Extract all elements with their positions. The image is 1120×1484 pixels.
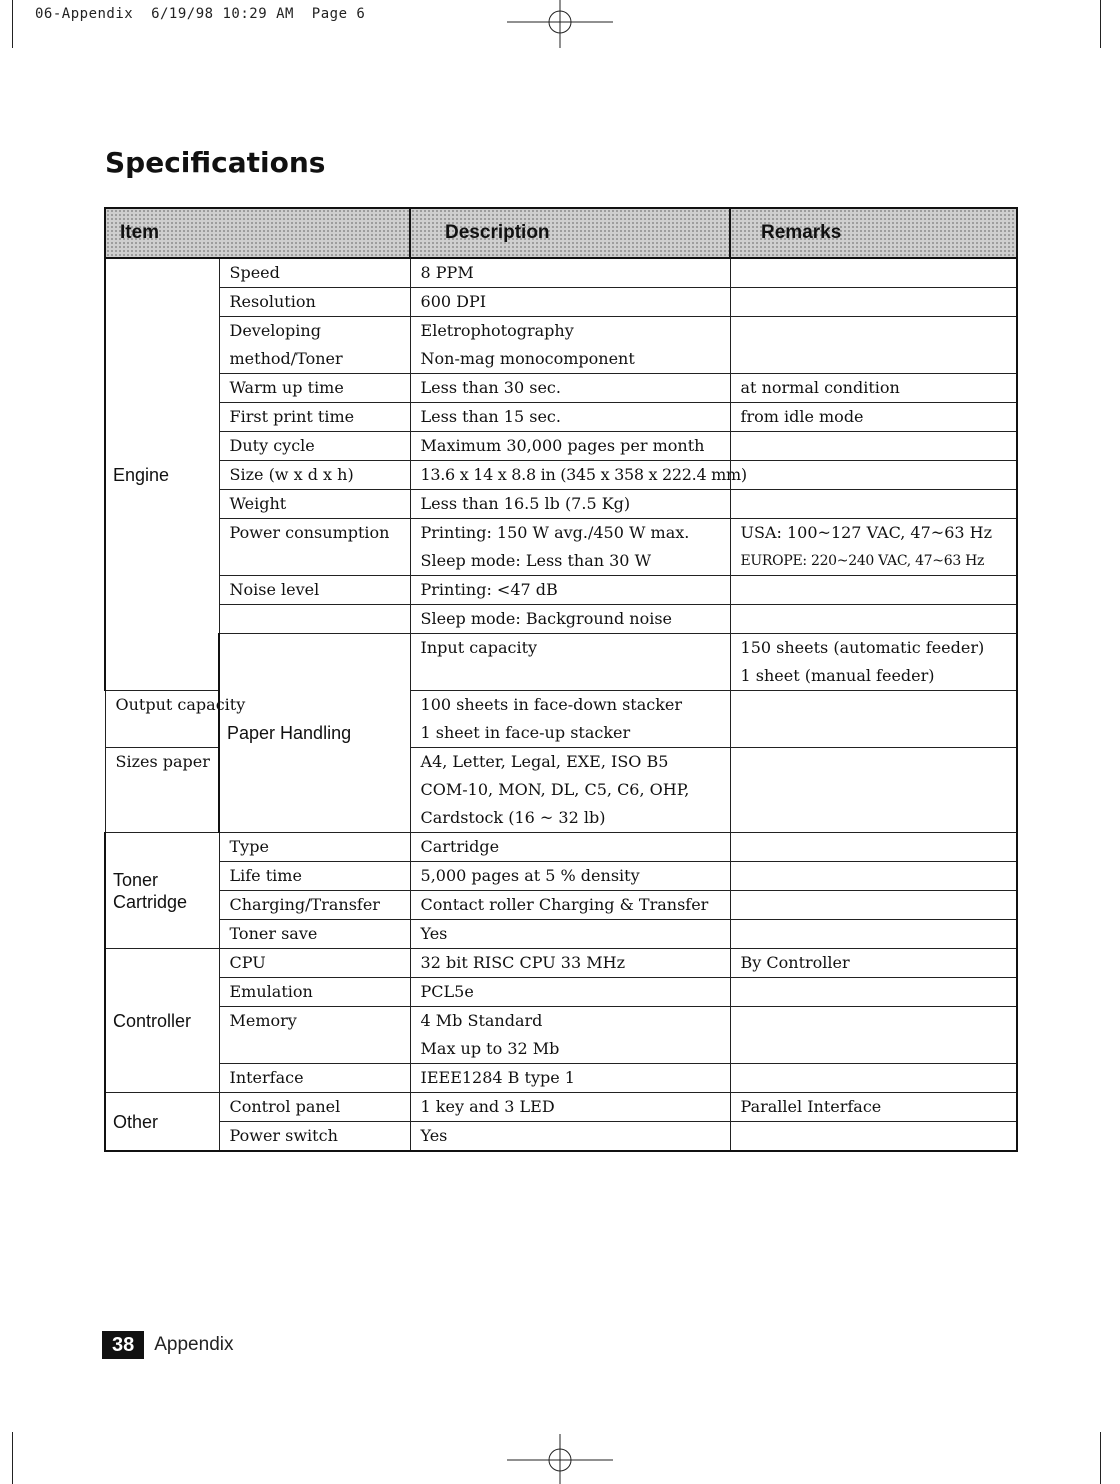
description-cell: Maximum 30,000 pages per month xyxy=(410,432,730,461)
description-cell: Yes xyxy=(410,1122,730,1152)
table-row xyxy=(105,1093,1017,1122)
header-description: Description xyxy=(410,208,730,258)
description-line: Max up to 32 Mb xyxy=(420,1039,560,1058)
item-cell: Life time xyxy=(219,862,410,891)
remarks-cell xyxy=(730,891,1017,920)
item-cell: Toner save xyxy=(219,920,410,949)
item-cell: Speed xyxy=(219,258,410,288)
crop-mark-top-left xyxy=(12,0,13,48)
item-line: method/Toner xyxy=(229,349,343,368)
header-item: Item xyxy=(105,208,410,258)
item-cell: Power consumption xyxy=(219,519,410,576)
item-cell: Output capacity xyxy=(105,691,219,748)
remarks-cell xyxy=(730,691,1017,748)
group-controller: Controller xyxy=(105,949,219,1093)
description-line: COM-10, MON, DL, C5, C6, OHP, xyxy=(420,780,690,799)
item-cell xyxy=(219,317,410,374)
remarks-cell: at normal condition xyxy=(730,374,1017,403)
table-row xyxy=(105,949,1017,978)
table-header-row xyxy=(105,208,1017,258)
item-cell: Weight xyxy=(219,490,410,519)
table-row xyxy=(105,1122,1017,1152)
header-remarks: Remarks xyxy=(730,208,1017,258)
table-row xyxy=(105,1064,1017,1093)
group-paper-handling: Paper Handling xyxy=(219,634,410,833)
remarks-cell xyxy=(730,1122,1017,1152)
description-cell: 600 DPI xyxy=(410,288,730,317)
description-cell: Contact roller Charging & Transfer xyxy=(410,891,730,920)
table-row xyxy=(105,317,1017,374)
table-row xyxy=(105,374,1017,403)
remarks-cell: By Controller xyxy=(730,949,1017,978)
remarks-cell xyxy=(730,748,1017,833)
remarks-cell xyxy=(730,519,1017,576)
description-cell: 32 bit RISC CPU 33 MHz xyxy=(410,949,730,978)
table-row xyxy=(105,288,1017,317)
page-title: Specifications xyxy=(105,146,326,179)
description-cell: PCL5e xyxy=(410,978,730,1007)
description-cell: Cartridge xyxy=(410,833,730,862)
item-cell: Memory xyxy=(219,1007,410,1064)
table-row xyxy=(105,634,1017,691)
description-cell: Sleep mode: Background noise xyxy=(410,605,730,634)
table-row xyxy=(105,920,1017,949)
remarks-cell xyxy=(730,461,1017,490)
remarks-cell xyxy=(730,432,1017,461)
item-cell: Power switch xyxy=(219,1122,410,1152)
description-cell xyxy=(410,317,730,374)
description-line: Cardstock (16 ~ 32 lb) xyxy=(420,808,606,827)
description-cell: 5,000 pages at 5 % density xyxy=(410,862,730,891)
remarks-cell xyxy=(730,605,1017,634)
description-cell xyxy=(410,1007,730,1064)
specifications-table xyxy=(104,207,1018,1152)
description-line: Sleep mode: Less than 30 W xyxy=(420,551,652,570)
registration-mark-top-icon xyxy=(505,0,615,50)
remarks-cell xyxy=(730,490,1017,519)
item-cell: CPU xyxy=(219,949,410,978)
description-cell: Less than 16.5 lb (7.5 Kg) xyxy=(410,490,730,519)
item-cell: First print time xyxy=(219,403,410,432)
registration-mark-bottom-icon xyxy=(505,1432,615,1484)
table-row xyxy=(105,978,1017,1007)
table-row xyxy=(105,862,1017,891)
remarks-cell xyxy=(730,1007,1017,1064)
table-row xyxy=(105,432,1017,461)
remarks-cell xyxy=(730,317,1017,374)
description-line: Non-mag monocomponent xyxy=(420,349,635,368)
description-line: 1 sheet (manual feeder) xyxy=(740,666,935,685)
table-row xyxy=(105,833,1017,862)
remarks-line: EUROPE: 220~240 VAC, 47~63 Hz xyxy=(740,553,985,569)
description-cell: 1 key and 3 LED xyxy=(410,1093,730,1122)
item-line: Developing xyxy=(229,321,321,340)
description-cell: Printing: <47 dB xyxy=(410,576,730,605)
remarks-cell xyxy=(730,258,1017,288)
description-line: Eletrophotography xyxy=(420,321,574,340)
crop-mark-top-right xyxy=(1100,0,1101,48)
description-cell: Less than 15 sec. xyxy=(410,403,730,432)
description-cell: 8 PPM xyxy=(410,258,730,288)
crop-mark-bottom-right xyxy=(1100,1432,1101,1484)
group-engine: Engine xyxy=(105,258,219,691)
page-footer xyxy=(102,1331,233,1359)
item-cell: Sizes paper xyxy=(105,748,219,833)
item-cell: Emulation xyxy=(219,978,410,1007)
description-line: Printing: 150 W avg./450 W max. xyxy=(420,523,690,542)
item-cell: Type xyxy=(219,833,410,862)
remarks-cell xyxy=(730,288,1017,317)
description-line: 4 Mb Standard xyxy=(420,1011,543,1030)
description-cell xyxy=(410,691,730,748)
description-cell: Yes xyxy=(410,920,730,949)
item-cell: Interface xyxy=(219,1064,410,1093)
description-line: 150 sheets (automatic feeder) xyxy=(740,638,985,657)
print-slug: 06-Appendix 6/19/98 10:29 AM Page 6 xyxy=(35,6,366,22)
description-cell xyxy=(410,748,730,833)
remarks-cell: Parallel Interface xyxy=(730,1093,1017,1122)
description-cell: IEEE1284 B type 1 xyxy=(410,1064,730,1093)
table-row xyxy=(105,576,1017,605)
item-cell: Charging/Transfer xyxy=(219,891,410,920)
description-line: 100 sheets in face-down stacker xyxy=(420,695,683,714)
item-cell: Resolution xyxy=(219,288,410,317)
page-number-badge: 38 xyxy=(102,1331,144,1359)
remarks-cell xyxy=(730,576,1017,605)
item-cell xyxy=(219,605,410,634)
table-row xyxy=(105,403,1017,432)
remarks-cell xyxy=(730,978,1017,1007)
remarks-cell xyxy=(730,862,1017,891)
table-row xyxy=(105,605,1017,634)
table-row xyxy=(105,1007,1017,1064)
description-cell: 13.6 x 14 x 8.8 in (345 x 358 x 222.4 mm) xyxy=(410,461,730,490)
table-row xyxy=(105,258,1017,288)
description-line: 1 sheet in face-up stacker xyxy=(420,723,631,742)
item-cell: Warm up time xyxy=(219,374,410,403)
crop-mark-bottom-left xyxy=(12,1432,13,1484)
description-line: A4, Letter, Legal, EXE, ISO B5 xyxy=(420,752,669,771)
item-cell: Duty cycle xyxy=(219,432,410,461)
group-other: Other xyxy=(105,1093,219,1152)
table-row xyxy=(105,490,1017,519)
item-cell: Size (w x d x h) xyxy=(219,461,410,490)
item-cell: Control panel xyxy=(219,1093,410,1122)
item-cell: Noise level xyxy=(219,576,410,605)
table-row xyxy=(105,519,1017,576)
item-cell: Input capacity xyxy=(410,634,730,691)
table-row xyxy=(105,461,1017,490)
remarks-cell xyxy=(730,833,1017,862)
group-toner-cartridge: Toner Cartridge xyxy=(105,833,219,949)
description-cell xyxy=(410,519,730,576)
footer-section-label: Appendix xyxy=(154,1334,234,1355)
remarks-cell: from idle mode xyxy=(730,403,1017,432)
description-cell: Less than 30 sec. xyxy=(410,374,730,403)
remarks-line: USA: 100~127 VAC, 47~63 Hz xyxy=(740,523,993,542)
remarks-cell xyxy=(730,1064,1017,1093)
remarks-cell xyxy=(730,920,1017,949)
table-row xyxy=(105,891,1017,920)
description-cell xyxy=(730,634,1017,691)
